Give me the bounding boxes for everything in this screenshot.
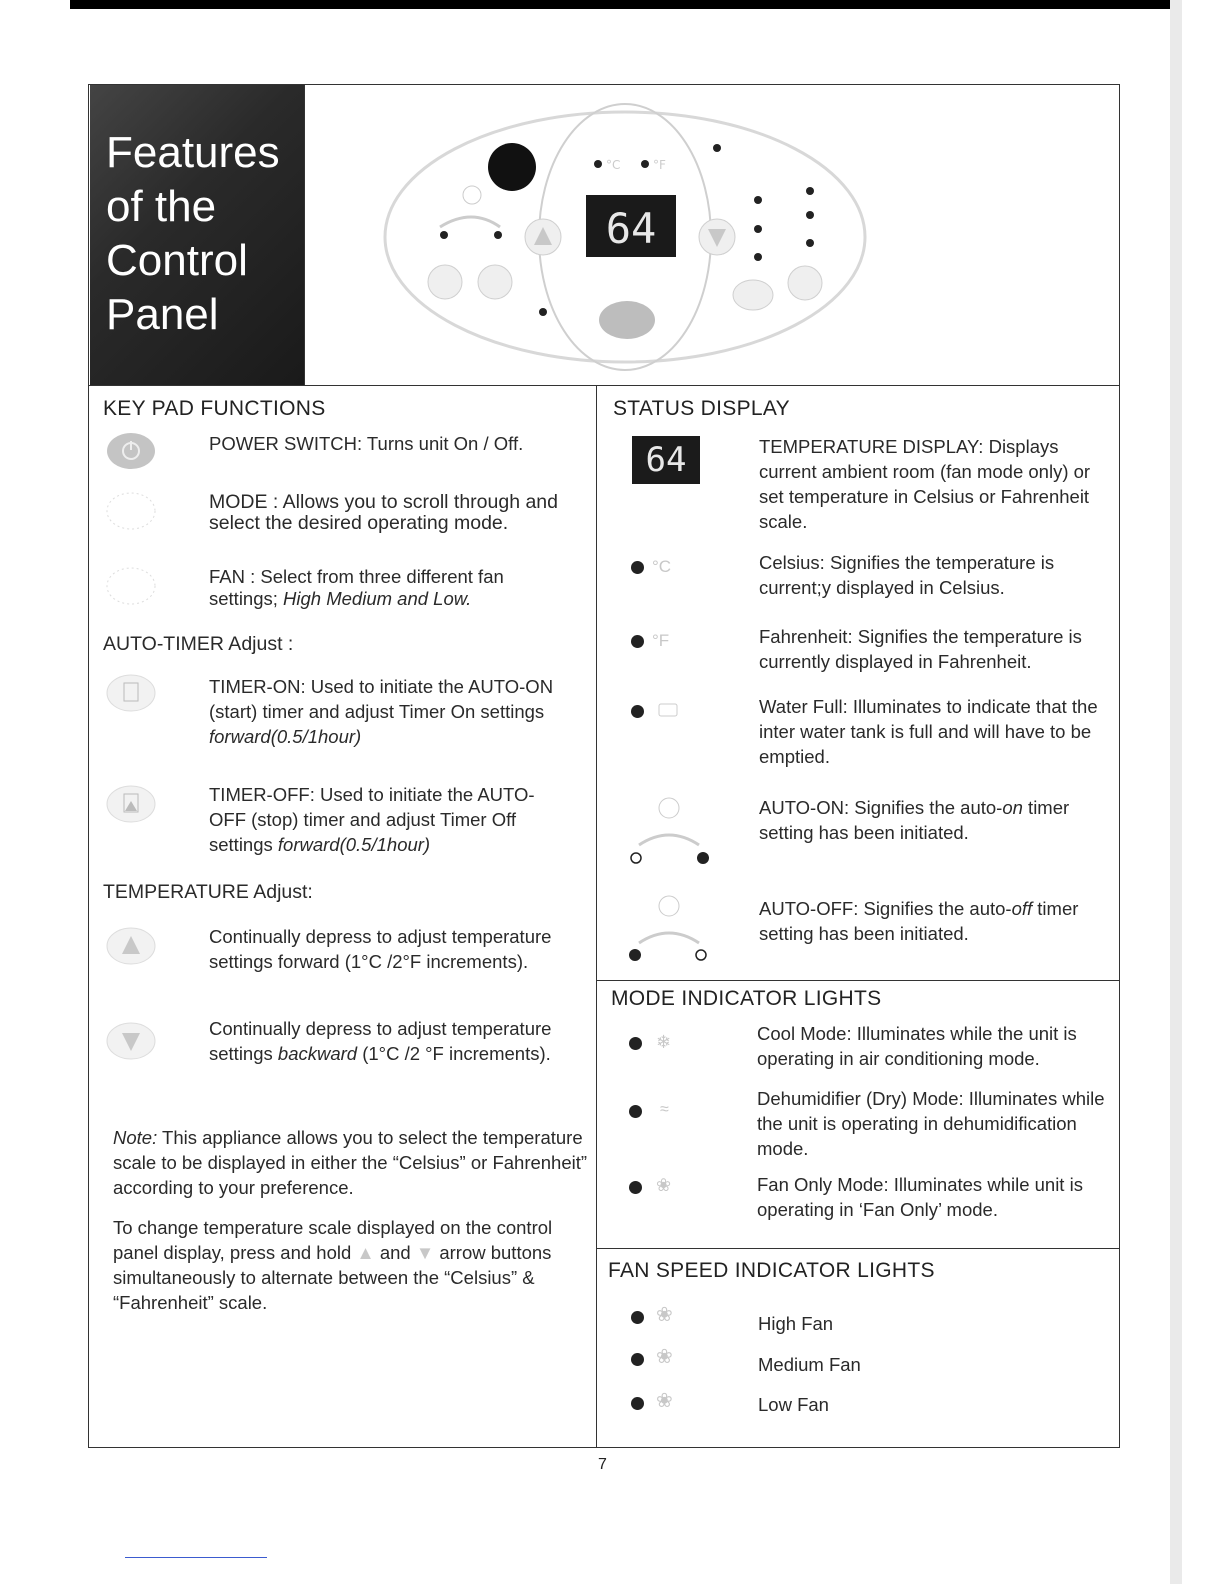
dry-icon: ≈ — [660, 1101, 669, 1118]
cool-mode-indicator — [629, 1037, 642, 1050]
title-line-2: of the — [106, 182, 217, 231]
change-scale-part-2: arrow buttons simultaneously to alternate between the “Celsius” & “Fahrenheit” scale. — [113, 1242, 552, 1313]
water-full-indicator — [631, 705, 644, 718]
fan-mode-icon: ❀ — [656, 1175, 672, 1195]
fan-text — [209, 566, 569, 610]
up-arrow-icon — [105, 925, 157, 967]
low-fan-text: Low Fan — [758, 1394, 829, 1415]
status-lcd: 64 — [632, 436, 700, 484]
page-number: 7 — [598, 1456, 607, 1473]
auto-on-icon — [624, 795, 714, 870]
title-block — [90, 85, 304, 385]
change-scale-part-1: To change temperature scale displayed on the control panel display, press and hold — [113, 1217, 553, 1263]
control-panel-illustration — [380, 95, 880, 380]
fahrenheit-symbol: °F — [652, 631, 670, 650]
celsius-indicator — [631, 561, 644, 574]
divider-fan — [596, 1248, 1120, 1249]
title-divider — [304, 84, 305, 385]
temp-display-text: TEMPERATURE DISPLAY: Displays current ambient room (fan mode only) or set temperature in Celsius or Fahrenheit scale. — [759, 436, 1091, 532]
high-fan-indicator — [631, 1311, 644, 1324]
fahrenheit-indicator — [631, 635, 644, 648]
water-full-text: Water Full: Illuminates to indicate that the inter water tank is full and will have to be emptied. — [759, 696, 1098, 767]
fan-speed-high-icon: ❀ — [656, 1304, 673, 1326]
temperature-heading: TEMPERATURE Adjust: — [103, 881, 313, 903]
timer-off-main: TIMER-OFF: Used to initiate the AUTO-OFF (stop) timer and adjust Timer Off settings — [209, 784, 535, 855]
auto-timer-heading: AUTO-TIMER Adjust : — [103, 633, 294, 655]
fan-text-main: FAN : Select from three different fan settings; — [209, 566, 504, 609]
auto-on-text — [759, 795, 1109, 845]
top-rule — [70, 0, 1180, 9]
water-full-icon — [656, 700, 682, 720]
fan-text-speeds: High Medium and Low. — [283, 588, 472, 609]
change-scale-text — [113, 1215, 593, 1315]
title-line-1: Features — [106, 128, 280, 177]
timer-on-main: TIMER-ON: Used to initiate the AUTO-ON (start) timer and adjust Timer On settings — [209, 676, 554, 722]
cool-mode-text: Cool Mode: Illuminates while the unit is operating in air conditioning mode. — [757, 1023, 1077, 1069]
title-line-4: Panel — [106, 290, 219, 339]
fan-speed-medium-icon: ❀ — [656, 1346, 673, 1368]
inline-down-arrow-icon: ▼ — [415, 1242, 435, 1263]
note-text — [113, 1125, 588, 1200]
power-text: POWER SWITCH: Turns unit On / Off. — [209, 433, 524, 454]
auto-on-word: on — [1002, 797, 1023, 818]
auto-off-main: AUTO-OFF: Signifies the auto- — [759, 898, 1012, 919]
dry-mode-text: Dehumidifier (Dry) Mode: Illuminates while the unit is operating in dehumidification mode. — [757, 1088, 1105, 1159]
timer-on-setting: forward(0.5/1hour) — [209, 726, 362, 747]
power-icon — [105, 430, 157, 472]
dry-mode-indicator — [629, 1105, 642, 1118]
temp-down-text — [209, 1016, 569, 1066]
medium-fan-text: Medium Fan — [758, 1354, 861, 1375]
temp-down-direction: backward — [277, 1043, 358, 1064]
fan-mode-indicator — [629, 1181, 642, 1194]
divider-mode — [596, 980, 1120, 981]
timer-on-icon — [105, 672, 157, 714]
mode-lights-heading: MODE INDICATOR LIGHTS — [611, 987, 882, 1010]
auto-off-word: off — [1011, 898, 1033, 919]
auto-on-main: AUTO-ON: Signifies the auto- — [759, 797, 1003, 818]
keypad-heading: KEY PAD FUNCTIONS — [103, 397, 326, 420]
timer-off-icon — [105, 783, 157, 825]
note-body: This appliance allows you to select the temperature scale to be displayed in either the “Celsius” or Fahrenheit” according to your preference. — [113, 1127, 588, 1198]
auto-off-icon — [624, 893, 714, 968]
down-arrow-icon — [105, 1020, 157, 1062]
temp-down-main: Continually depress to adjust temperature settings — [209, 1018, 552, 1064]
inline-up-arrow-icon: ▲ — [356, 1242, 375, 1263]
low-fan-indicator — [631, 1397, 644, 1410]
high-fan-text: High Fan — [758, 1313, 834, 1334]
timer-off-setting: forward(0.5/1hour) — [277, 834, 431, 855]
panel-lcd-value: 64 — [605, 204, 657, 253]
temp-up-text: Continually depress to adjust temperature settings forward (1°C /2°F increments). — [209, 926, 552, 972]
note-label: Note: — [113, 1127, 158, 1148]
fan-speed-low-icon: ❀ — [656, 1390, 673, 1412]
timer-off-text — [209, 782, 569, 857]
panel-big-dot — [488, 143, 536, 191]
medium-fan-indicator — [631, 1353, 644, 1366]
fahrenheit-text: Fahrenheit: Signifies the temperature is currently displayed in Fahrenheit. — [759, 626, 1082, 672]
auto-off-text — [759, 896, 1119, 946]
footer-rule — [125, 1557, 267, 1558]
fan-icon — [105, 565, 157, 607]
divider-top — [88, 385, 1120, 386]
status-heading: STATUS DISPLAY — [613, 397, 790, 420]
change-scale-and: and — [379, 1242, 411, 1263]
auto-on-end: timer setting has been initiated. — [759, 797, 1070, 843]
title-line-3: Control — [106, 236, 248, 285]
svg-text:°C: °C — [606, 158, 621, 172]
svg-text:°F: °F — [653, 158, 666, 172]
fan-mode-text: Fan Only Mode: Illuminates while unit is operating in ‘Fan Only’ mode. — [757, 1174, 1083, 1220]
timer-on-text — [209, 674, 569, 749]
celsius-symbol: °C — [652, 557, 672, 576]
column-divider — [596, 385, 597, 1448]
celsius-text: Celsius: Signifies the temperature is current;y displayed in Celsius. — [759, 552, 1055, 598]
mode-text: MODE : Allows you to scroll through and select the desired operating mode. — [209, 491, 558, 534]
scan-edge — [1170, 0, 1182, 1584]
temp-down-increments: (1°C /2 °F increments). — [357, 1043, 551, 1064]
mode-icon — [105, 490, 157, 532]
auto-off-end: timer setting has been initiated. — [759, 898, 1079, 944]
snowflake-icon: ❄ — [656, 1032, 672, 1052]
fan-lights-heading: FAN SPEED INDICATOR LIGHTS — [608, 1259, 935, 1282]
